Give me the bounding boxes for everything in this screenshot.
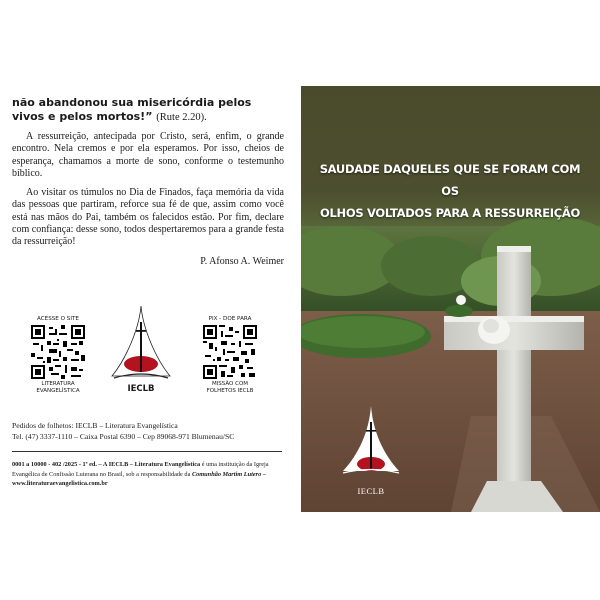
qr-site-caption-2: EVANGELÍSTICA bbox=[36, 388, 80, 394]
qr-icon bbox=[203, 325, 257, 379]
cover-title-line-1: SAUDADE DAQUELES QUE SE FORAM COM OS bbox=[319, 162, 581, 198]
orders-line-1: Pedidos de folhetos: IECLB – Literatura Evangelística bbox=[12, 421, 178, 430]
qr-code-pix[interactable] bbox=[203, 325, 257, 379]
quote-reference: (Rute 2.20). bbox=[156, 112, 207, 123]
publication-footer: 0001 a 10000 - 402 /2025 - 1ª ed. – A IECLB – Literatura Evangelística é uma instituição da Igreja Evangélica de Confissão Luterana no Brasil, sob a responsabilidade da Comunhão Martim Lutero – www.literaturaevangelistica.com.br bbox=[12, 461, 269, 487]
qr-site-block bbox=[18, 316, 98, 395]
paragraph-visit-graves: Ao visitar os túmulos no Dia de Finados, faça memória da vida das pessoas que partiram, reforce sua fé de que, assim como você está nas mãos do Pai, também os falecidos estão. Por fim, declare com confiança: desse sono, todos despertaremos para a grande festa da ressurreição! bbox=[12, 187, 284, 248]
divider bbox=[12, 451, 282, 452]
cover-logo-text: IECLB bbox=[357, 486, 385, 496]
ieclb-logo bbox=[106, 304, 176, 404]
orders-line-2: Tel. (47) 3337-1110 – Caixa Postal 6390 – Cep 89068-971 Blumenau/SC bbox=[12, 432, 235, 441]
paragraph-resurrection: A ressurreição, antecipada por Cristo, será, enfim, o grande encontro. Nela cremos e por ela esperamos. Por isso, cheios de esperança, chamamos a morte de sono, conforme o testemunho bíblico. bbox=[12, 131, 284, 179]
cover-title bbox=[317, 158, 583, 224]
cover-title-line-2: OLHOS VOLTADOS PARA A RESSURREIÇÃO bbox=[320, 206, 580, 220]
quote-ending: não abandonou sua misericórdia pelos vivos e pelos mortos!” (Rute 2.20). bbox=[12, 96, 252, 123]
front-cover bbox=[301, 86, 600, 512]
cemetery-cross-photo bbox=[301, 86, 600, 512]
qr-pix-caption-1: MISSÃO COM bbox=[211, 381, 249, 387]
qr-site-caption-1: LITERATURA bbox=[41, 381, 75, 387]
qr-icon bbox=[31, 325, 85, 379]
ieclb-cross-logo-icon bbox=[106, 304, 176, 384]
signature: P. Afonso A. Weimer bbox=[200, 255, 284, 267]
qr-pix-label: PIX - DOE PARA bbox=[208, 316, 252, 322]
ieclb-logo-text: IECLB bbox=[127, 384, 155, 394]
qr-code-site[interactable] bbox=[31, 325, 85, 379]
qr-pix-block bbox=[190, 316, 270, 395]
qr-pix-caption-2: FOLHETOS IECLB bbox=[206, 388, 254, 394]
orders-info bbox=[12, 420, 284, 442]
qr-site-label: ACESSE O SITE bbox=[37, 316, 79, 322]
